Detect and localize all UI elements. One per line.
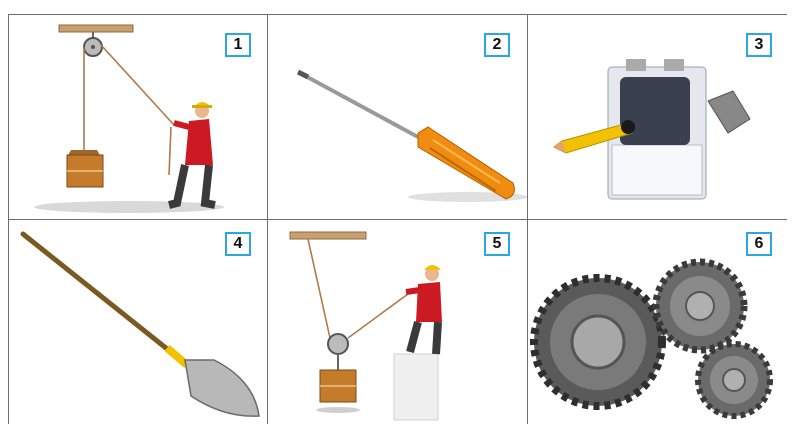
screwdriver-shaft [300,73,418,137]
panel-5 [268,220,527,424]
panel-3 [528,15,787,219]
ceiling-beam [59,25,133,32]
large-gear [534,278,662,406]
simple-machines-grid [8,14,787,424]
platform [394,354,438,420]
panel-number-badge: 4 [225,232,251,256]
rope [308,239,330,338]
sharpener-mechanism [620,77,690,145]
panel-2 [268,15,527,219]
panel-4 [9,220,267,424]
panel-number-badge: 1 [225,33,251,57]
panel-number-badge: 5 [484,232,510,256]
panel-number-badge: 3 [746,33,772,57]
panel-number-badge: 6 [746,232,772,256]
medium-gear [656,262,744,350]
pulley-wheel [328,334,348,354]
worker-figure [406,265,442,354]
ceiling-beam [290,232,366,239]
crank-handle [708,91,750,133]
small-gear [698,344,770,416]
screwdriver-handle [418,127,514,199]
panel-number-badge: 2 [484,33,510,57]
shovel-blade [185,360,259,416]
worker-figure [169,102,215,205]
panel-1 [9,15,267,219]
panel-6 [528,220,787,424]
shovel-handle [23,234,181,360]
